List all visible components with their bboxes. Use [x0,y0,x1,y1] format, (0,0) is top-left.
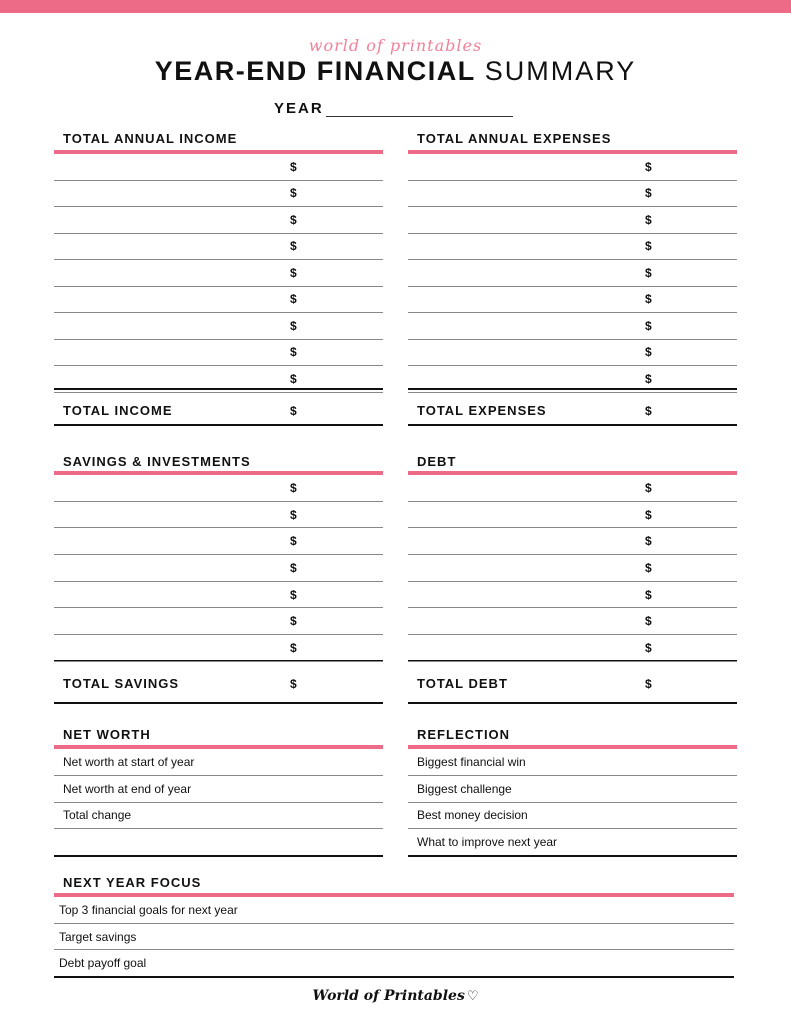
list-item[interactable] [408,154,737,181]
list-item[interactable] [408,366,737,393]
list-item[interactable] [408,749,737,776]
savings-section [54,451,383,707]
dollar-sign: $ [645,641,652,656]
dollar-sign: $ [290,212,297,227]
dollar-sign: $ [645,507,652,522]
list-item[interactable] [408,502,737,529]
dollar-sign: $ [645,212,652,227]
list-item[interactable] [54,829,383,857]
dollar-sign: $ [645,560,652,575]
dollar-sign: $ [290,480,297,495]
dollar-sign: $ [645,345,652,360]
section-title: REFLECTION [417,727,511,742]
footer-brand-logo [0,988,791,1004]
list-item[interactable] [54,502,383,529]
list-item[interactable] [408,582,737,609]
dollar-sign: $ [645,239,652,254]
list-item[interactable] [408,609,737,636]
list-item[interactable] [54,749,383,776]
list-item[interactable] [408,555,737,582]
dollar-sign: $ [290,318,297,333]
row-label: Net worth at end of year [63,781,192,796]
list-item[interactable] [54,234,383,261]
section-divider [408,702,737,704]
dollar-sign: $ [290,371,297,386]
year-label: YEAR [274,100,324,117]
footer-brand-text: World of Printables [312,988,465,1004]
expenses-section [408,128,737,428]
section-divider [54,424,383,426]
total-label: TOTAL INCOME [63,403,173,418]
list-item[interactable] [54,154,383,181]
total-dollar: $ [645,404,652,418]
list-item[interactable] [54,635,383,662]
list-item[interactable] [54,475,383,502]
total-label: TOTAL DEBT [417,676,508,691]
list-item[interactable] [54,582,383,609]
list-item[interactable] [54,313,383,340]
list-item[interactable] [54,207,383,234]
dollar-sign: $ [645,292,652,307]
list-item[interactable] [408,829,737,857]
total-label: TOTAL SAVINGS [63,676,180,691]
brand-script-logo: world of printables [308,36,483,55]
dollar-sign: $ [645,265,652,280]
section-title: SAVINGS & INVESTMENTS [63,454,251,469]
list-item[interactable] [54,924,734,951]
dollar-sign: $ [290,641,297,656]
section-divider [54,702,383,704]
dollar-sign: $ [645,159,652,174]
debt-section [408,451,737,707]
reflection-section [408,724,737,860]
section-title: DEBT [417,454,457,469]
page-title [0,56,791,87]
list-item[interactable] [54,776,383,803]
list-item[interactable] [54,287,383,314]
section-divider [408,424,737,426]
row-label: Biggest financial win [417,754,526,769]
dollar-sign: $ [290,265,297,280]
dollar-sign: $ [290,345,297,360]
list-item[interactable] [54,803,383,830]
list-item[interactable] [54,260,383,287]
dollar-sign: $ [645,587,652,602]
list-item[interactable] [408,776,737,803]
list-item[interactable] [408,234,737,261]
list-item[interactable] [408,340,737,367]
dollar-sign: $ [645,614,652,629]
section-title: NEXT YEAR FOCUS [63,875,202,890]
list-item[interactable] [408,803,737,830]
net-worth-section [54,724,383,860]
list-item[interactable] [54,528,383,555]
section-title: TOTAL ANNUAL INCOME [63,131,238,146]
next-year-section [54,873,734,979]
row-label: Best money decision [417,808,528,823]
section-title: NET WORTH [63,727,151,742]
income-section [54,128,383,428]
dollar-sign: $ [645,318,652,333]
list-item[interactable] [54,609,383,636]
row-label: Net worth at start of year [63,754,195,769]
list-item[interactable] [408,635,737,662]
dollar-sign: $ [290,587,297,602]
dollar-sign: $ [290,534,297,549]
row-label: What to improve next year [417,835,558,850]
dollar-sign: $ [645,480,652,495]
dollar-sign: $ [290,507,297,522]
row-label: Debt payoff goal [59,956,147,971]
dollar-sign: $ [290,186,297,201]
dollar-sign: $ [290,159,297,174]
row-label: Target savings [59,929,137,944]
dollar-sign: $ [290,614,297,629]
row-label: Top 3 financial goals for next year [59,902,238,917]
total-dollar: $ [290,404,297,418]
list-item[interactable] [408,287,737,314]
dollar-sign: $ [290,239,297,254]
total-dollar: $ [290,677,297,691]
list-item[interactable] [408,528,737,555]
dollar-sign: $ [645,186,652,201]
list-item[interactable] [408,475,737,502]
list-item[interactable] [408,313,737,340]
total-label: TOTAL EXPENSES [417,403,547,418]
dollar-sign: $ [290,560,297,575]
list-item[interactable] [408,207,737,234]
list-item[interactable] [54,555,383,582]
section-title: TOTAL ANNUAL EXPENSES [417,131,612,146]
year-input-line[interactable] [326,116,513,117]
dollar-sign: $ [290,292,297,307]
total-dollar: $ [645,677,652,691]
list-item[interactable] [54,181,383,208]
dollar-sign: $ [645,534,652,549]
list-item[interactable] [54,366,383,393]
heart-outline-icon: ♡ [466,989,479,1004]
title-bold: YEAR-END FINANCIAL [154,56,476,86]
dollar-sign: $ [645,371,652,386]
row-label: Biggest challenge [417,781,512,796]
title-light: SUMMARY [484,56,637,86]
list-item[interactable] [54,950,734,978]
top-accent-bar [0,0,791,13]
row-label: Total change [63,808,132,823]
list-item[interactable] [54,340,383,367]
list-item[interactable] [54,897,734,924]
list-item[interactable] [408,260,737,287]
list-item[interactable] [408,181,737,208]
